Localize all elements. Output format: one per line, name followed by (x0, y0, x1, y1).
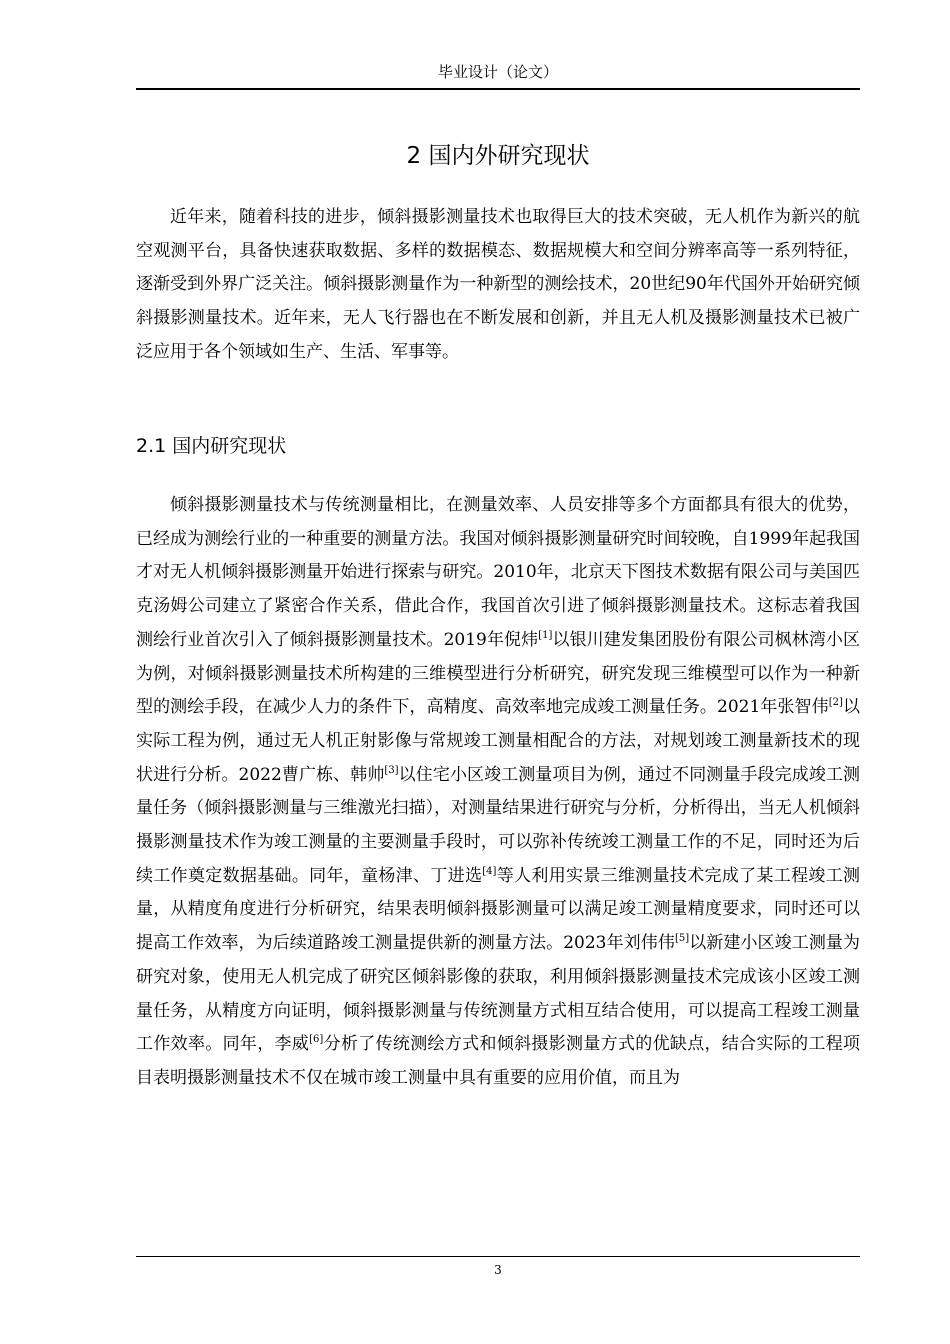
citation-6: [6] (309, 1034, 324, 1046)
section-title: 2.1 国内研究现状 (136, 435, 287, 457)
citation-2: [2] (828, 697, 843, 709)
paragraph-segment: 分析了传统测绘方式和倾斜摄影测量方式的优缺点，结合实际的工程项目表明摄影测量技术不仅在城市竣工测量中具有重要的应用价值，而且为 (136, 1034, 861, 1088)
paragraph-segment: 以银川建发集团股份有限公司枫林湾小区为例，对倾斜摄影测量技术所构建的三维模型进行分析研究，研究发现三维模型可以作为一种新型的测绘手段，在减少人力的条件下，高精度、高效率地完成竣工测量任务。2021年张智伟 (136, 629, 861, 718)
citation-5: [5] (674, 933, 690, 945)
footer-rule (136, 1256, 860, 1257)
paragraph-segment: 倾斜摄影测量技术与传统测量相比，在测量效率、人员安排等多个方面都具有很大的优势，已经成为测绘行业的一种重要的测量方法。我国对倾斜摄影测量研究时间较晚，自1999年起我国才对无人机倾斜摄影测量开始进行探索与研究。2010年，北京天下图技术数据有限公司与美国匹克汤姆公司建立了紧密合作关系，借此合作，我国首次引进了倾斜摄影测量技术。这标志着我国测绘行业首次引入了倾斜摄影测量技术。2019年倪炜 (136, 495, 860, 650)
header-rule (136, 88, 860, 90)
citation-1: [1] (538, 629, 553, 641)
intro-paragraph: 近年来，随着科技的进步，倾斜摄影测量技术也取得巨大的技术突破，无人机作为新兴的航空观测平台，具备快速获取数据、多样的数据模态、数据规模大和空间分辨率高等一系列特征，逐渐受到外界广泛关注。倾斜摄影测量作为一种新型的测绘技术，20世纪90年代国外开始研究倾斜摄影测量技术。近年来，无人飞行器也在不断发展和创新，并且无人机及摄影测量技术已被广泛应用于各个领域如生产、生活、军事等。 (136, 207, 860, 362)
citation-3: [3] (384, 764, 399, 776)
citation-4: [4] (482, 865, 497, 877)
page-header: 毕业设计（论文） (437, 63, 558, 81)
chapter-title: 2 国内外研究现状 (406, 143, 590, 169)
paragraph-segment: 以住宅小区竣工测量项目为例，通过不同测量手段完成竣工测量任务（倾斜摄影测量与三维激光扫描），对测量结果进行研究与分析，分析得出，当无人机倾斜摄影测量技术作为竣工测量的主要测量手段时，可以弥补传统竣工测量工作的不足，同时还为后续工作奠定数据基础。同年，童杨津、丁进选 (136, 764, 860, 886)
page-number: 3 (494, 1263, 502, 1277)
paragraph-segment: 以新建小区竣工测量为研究对象，使用无人机完成了研究区倾斜影像的获取，利用倾斜摄影测量技术完成该小区竣工测量任务，从精度方向证明，倾斜摄影测量与传统测量方式相互结合使用，可以提高工程竣工测量工作效率。同年，李威 (136, 933, 860, 1055)
section-paragraph (136, 489, 860, 1096)
paragraph-segment: 以实际工程为例，通过无人机正射影像与常规竣工测量相配合的方法，对规划竣工测量新技术的现状进行分析。2022曹广栋、韩帅 (136, 697, 861, 785)
paragraph-segment: 等人利用实景三维测量技术完成了某工程竣工测量，从精度角度进行分析研究，结果表明倾斜摄影测量可以满足竣工测量精度要求，同时还可以提高工作效率，为后续道路竣工测量提供新的测量方法。2023年刘伟伟 (136, 865, 861, 954)
